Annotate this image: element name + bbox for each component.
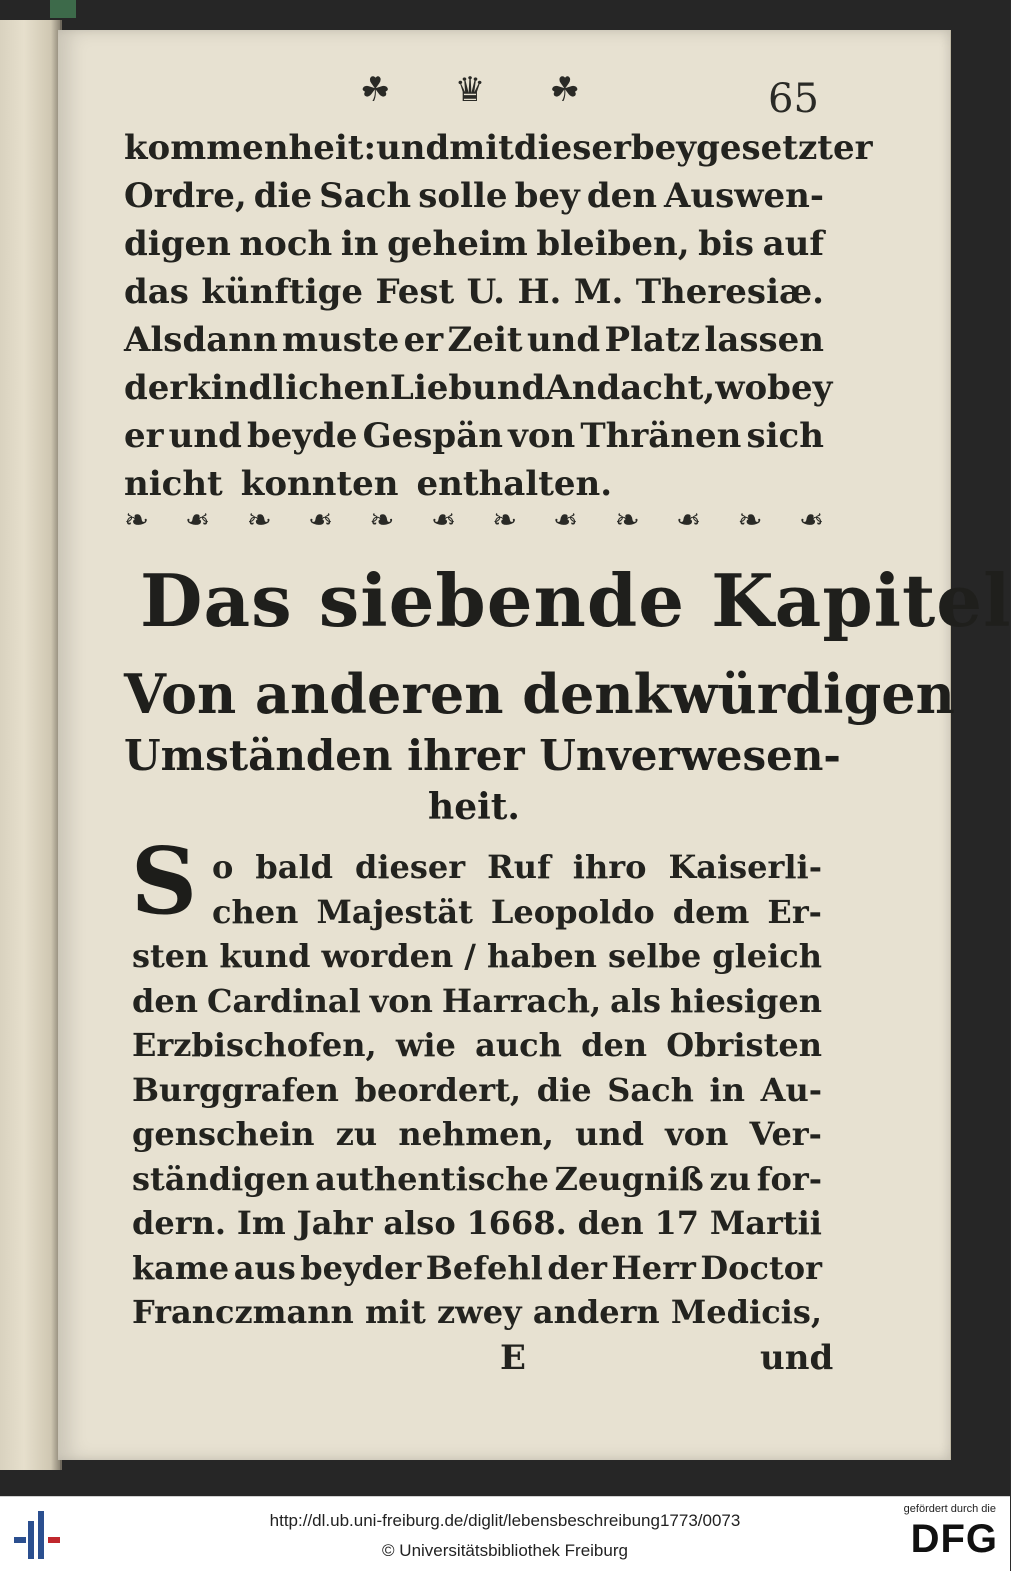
page-number: 65: [768, 76, 819, 122]
vine-ornament-icon: ❧: [124, 502, 150, 538]
word: bis: [698, 224, 754, 264]
word: Medicis,: [670, 1293, 822, 1331]
word: Gespän: [362, 416, 503, 456]
word: ihro: [572, 848, 647, 886]
word: haben: [486, 937, 597, 975]
word: mit: [364, 1293, 426, 1331]
word: Harrach,: [441, 981, 602, 1020]
text-line: [124, 270, 824, 314]
word: von: [369, 981, 433, 1020]
word: wie: [395, 1026, 456, 1064]
vine-ornament-icon: ❧: [185, 502, 211, 538]
word: genschein: [132, 1115, 315, 1153]
word: M.: [573, 272, 624, 312]
word: Theresiæ.: [635, 272, 824, 312]
permalink-url[interactable]: http://dl.ub.uni-freiburg.de/diglit/lebensbeschreibung1773/0073: [269, 1511, 741, 1530]
word: Zeugniß: [554, 1159, 704, 1198]
paragraph-line: [212, 846, 822, 888]
vine-ornament-icon: ❧: [369, 502, 395, 538]
paragraph-line: [132, 1247, 822, 1289]
word: ständigen: [132, 1159, 310, 1198]
word: Im: [236, 1204, 286, 1242]
word: andern: [532, 1293, 660, 1331]
word: muste: [282, 320, 400, 360]
paragraph-line: [132, 980, 822, 1022]
word: Er-: [767, 892, 822, 931]
word: und: [575, 1115, 644, 1153]
word: Erzbischofen,: [132, 1026, 377, 1064]
word: Fest: [375, 272, 455, 312]
word: und: [376, 128, 450, 168]
text-line: [124, 174, 824, 218]
word: Martii: [709, 1204, 822, 1242]
word: Platz: [604, 320, 701, 360]
word: in: [709, 1070, 745, 1109]
word: Majestät: [316, 892, 473, 931]
word: und: [168, 416, 242, 456]
word: als: [610, 981, 662, 1020]
word: U.: [466, 272, 506, 312]
vine-divider: [124, 500, 824, 540]
vine-ornament-icon: ❧: [246, 502, 272, 538]
word: Andacht,: [545, 368, 716, 408]
word: Kaiserli-: [668, 848, 822, 886]
word: beygesetzter: [630, 128, 873, 168]
paragraph-line: [132, 1024, 822, 1066]
word: und: [472, 368, 546, 408]
word: der: [547, 1248, 607, 1287]
vine-ornament-icon: ❧: [430, 502, 456, 538]
word: der: [124, 368, 188, 408]
word: Jahr: [296, 1204, 373, 1242]
word: Franczmann: [132, 1293, 354, 1331]
word: zwey: [436, 1293, 522, 1331]
word: konnten: [240, 464, 399, 504]
leaf-ornament-icon: ☘: [549, 70, 580, 110]
word: 1668.: [466, 1204, 567, 1242]
word: kommenheit:: [124, 128, 377, 168]
word: künftige: [201, 272, 364, 312]
paragraph-line: [132, 1158, 822, 1200]
word: den: [132, 981, 198, 1020]
word: den: [581, 1026, 648, 1064]
word: kame: [132, 1248, 230, 1287]
chapter-subtitle-line-1: Von anderen denkwürdigen: [124, 662, 955, 726]
word: dieser: [355, 848, 466, 886]
word: hiesigen: [670, 981, 822, 1020]
chapter-subtitle-line-3: heit.: [428, 786, 520, 828]
word: sten: [132, 937, 209, 975]
vine-ornament-icon: ❧: [798, 502, 824, 538]
word: solle: [418, 176, 508, 216]
drop-cap: S: [130, 827, 198, 935]
word: Ver-: [749, 1115, 822, 1153]
word: worden: [321, 937, 454, 975]
crown-ornament-icon: ♛: [454, 70, 486, 110]
word: das: [124, 272, 189, 312]
vine-ornament-icon: ❧: [737, 502, 763, 538]
word: Ruf: [487, 848, 551, 886]
word: wobey: [715, 368, 833, 408]
word: authentische: [315, 1159, 549, 1198]
word: noch: [239, 224, 333, 264]
word: die: [536, 1070, 592, 1109]
word: Thränen: [580, 416, 742, 456]
word: Herr: [611, 1248, 696, 1287]
word: dieser: [513, 128, 631, 168]
word: von: [665, 1115, 729, 1153]
word: Burggrafen: [132, 1070, 339, 1109]
word: auf: [762, 224, 824, 264]
chapter-title: Das siebende Kapitel: [140, 558, 1011, 643]
viewer-footer: [0, 1496, 1010, 1571]
vine-ornament-icon: ❧: [553, 502, 579, 538]
word: sich: [746, 416, 824, 456]
word: auch: [475, 1026, 562, 1064]
text-line: [124, 222, 824, 266]
text-line: [124, 126, 873, 170]
word: kindlichen: [187, 368, 390, 408]
word: Sach: [319, 176, 412, 216]
word: beyde: [246, 416, 358, 456]
facing-page-edge: [0, 20, 62, 1470]
word: Ordre,: [124, 176, 247, 216]
word: Leopoldo: [490, 892, 655, 931]
paragraph-line: [132, 1202, 822, 1244]
text-line: [124, 366, 833, 410]
signature-mark: E: [500, 1338, 526, 1378]
catchword: und: [760, 1338, 834, 1378]
word: also: [383, 1204, 456, 1242]
word: er: [124, 416, 164, 456]
word: in: [340, 224, 379, 264]
word: dem: [672, 892, 750, 931]
leaf-ornament-icon: ☘: [360, 70, 391, 110]
text-line: [124, 414, 824, 458]
word: den: [577, 1204, 644, 1242]
word: bald: [255, 848, 333, 886]
word: und: [526, 320, 601, 360]
word: nehmen,: [398, 1115, 554, 1153]
word: enthalten.: [416, 464, 613, 504]
vine-ornament-icon: ❧: [676, 502, 702, 538]
word: chen: [212, 892, 299, 931]
paragraph-line: [132, 1113, 822, 1155]
word: digen: [124, 224, 231, 264]
header-ornament: [360, 70, 580, 110]
word: zu: [335, 1115, 378, 1153]
word: H.: [517, 272, 562, 312]
word: Auswen-: [664, 176, 824, 216]
copyright-notice: © Universitätsbibliothek Freiburg: [382, 1541, 628, 1560]
word: Lieb: [389, 368, 473, 408]
text-line: [124, 318, 824, 362]
word: Au-: [760, 1070, 822, 1109]
word: for-: [756, 1159, 822, 1198]
dfg-logo: DFG: [910, 1517, 998, 1561]
word: bey: [514, 176, 580, 216]
word: lassen: [704, 320, 824, 360]
word: Befehl: [425, 1248, 543, 1287]
word: Zeit: [447, 320, 523, 360]
word: bleiben,: [536, 224, 690, 264]
word: er: [403, 320, 444, 360]
word: den: [586, 176, 657, 216]
paragraph-line: [132, 1291, 822, 1333]
word: gleich: [712, 937, 822, 975]
word: 17: [654, 1204, 699, 1242]
word: geheim: [387, 224, 528, 264]
word: dern.: [132, 1204, 226, 1242]
word: Cardinal: [206, 981, 361, 1020]
word: beordert,: [354, 1070, 522, 1109]
word: nicht: [124, 464, 223, 504]
word: Obristen: [666, 1026, 822, 1064]
paragraph-line: [212, 891, 822, 933]
word: von: [508, 416, 576, 456]
funding-caption: gefördert durch die: [903, 1503, 996, 1515]
chapter-subtitle-line-2: Umständen ihrer Unverwesen-: [124, 731, 841, 780]
paragraph-line: [132, 935, 822, 977]
word: aus: [233, 1248, 296, 1287]
word: beyder: [300, 1248, 422, 1287]
word: die: [253, 176, 313, 216]
word: mit: [449, 128, 514, 168]
word: /: [464, 937, 476, 975]
word: selbe: [607, 937, 702, 975]
paragraph-line: [132, 1069, 822, 1111]
word: Doctor: [700, 1248, 822, 1287]
word: Alsdann: [124, 320, 278, 360]
word: o: [212, 848, 234, 886]
vine-ornament-icon: ❧: [492, 502, 518, 538]
word: kund: [219, 937, 311, 975]
binding-tab: [50, 0, 76, 18]
word: zu: [709, 1159, 751, 1198]
vine-ornament-icon: ❧: [308, 502, 334, 538]
word: Sach: [607, 1070, 694, 1109]
vine-ornament-icon: ❧: [614, 502, 640, 538]
